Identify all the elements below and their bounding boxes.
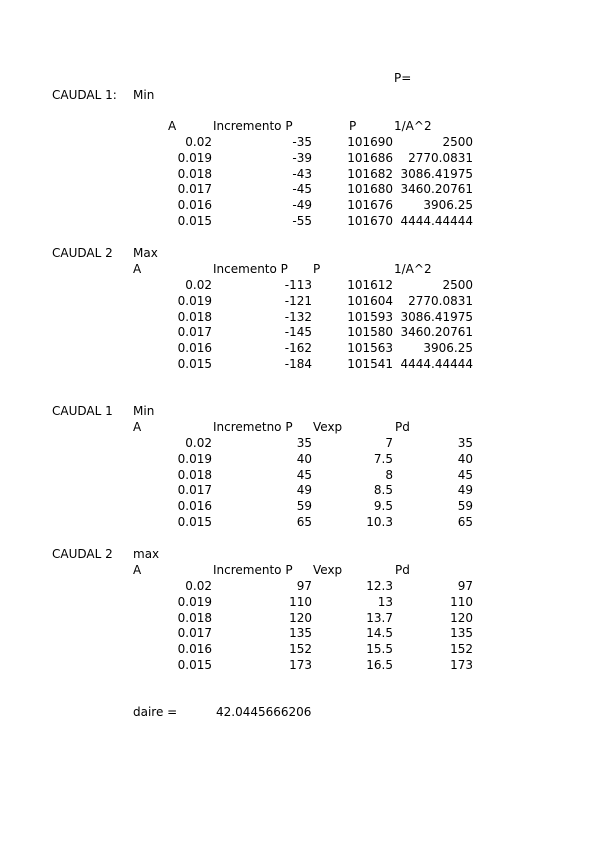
table-cell: 40 [296,451,312,466]
column-header: A [133,563,142,577]
table-cell: 59 [296,499,312,514]
table-cell: 0.016 [177,341,212,356]
table-cell: 10.3 [366,515,393,529]
table-cell: 2500 [442,278,473,292]
column-header: Pd [395,420,410,434]
table-cell: 2500 [442,135,473,149]
table-cell: 13.7 [366,610,393,625]
column-header: A [133,262,142,276]
table-cell: 101612 [347,278,393,292]
table-cell: 0.02 [185,135,212,149]
column-header: A [133,420,142,434]
table-cell: 0.017 [177,325,212,340]
table-cell: -35 [292,135,312,149]
table-cell: 15.5 [366,642,393,657]
column-header: 1/A^2 [394,119,432,133]
table-cell: 101580 [347,325,393,340]
column-header: P [313,262,321,276]
table-cell: 152 [450,642,473,657]
caudal-label: CAUDAL 2 [52,246,113,260]
table-cell: 7.5 [373,451,393,466]
table-cell: 13 [377,594,393,609]
table-cell: 8 [385,467,393,482]
column-header: 1/A^2 [394,262,432,276]
table-cell: 12.3 [366,579,393,593]
table-cell: 0.019 [177,150,212,165]
table-cell: 101690 [347,135,393,149]
table-cell: -184 [284,357,312,371]
table-cell: 3906.25 [423,341,473,356]
table-cell: 173 [450,658,473,672]
table-cell: 0.02 [185,436,212,450]
table-cell: 3460.20761 [400,182,473,197]
column-header: Incremento P [213,119,293,133]
column-header: Vexp [313,420,343,434]
table-cell: 0.019 [177,451,212,466]
table-cell: 0.015 [177,515,212,529]
table-cell: 8.5 [373,483,393,498]
table-cell: -121 [284,293,312,308]
caudal-label: CAUDAL 2 [52,547,113,561]
table-cell: 35 [457,436,473,450]
table-cell: 49 [296,483,312,498]
column-header: Vexp [313,563,343,577]
table-cell: 45 [296,467,312,482]
table-cell: 110 [450,594,473,609]
table-cell: 65 [296,515,312,529]
table-cell: 14.5 [366,626,393,641]
column-header: Incremento P [213,563,293,577]
table-cell: 0.018 [177,166,212,181]
table-cell: -162 [284,341,312,356]
column-header: A [168,119,177,133]
table-cell: 0.017 [177,626,212,641]
table-cell: -132 [284,309,312,324]
mode-label: Min [133,88,155,102]
table-cell: 0.017 [177,182,212,197]
table-cell: 0.015 [177,357,212,371]
mode-label: max [133,547,160,561]
daire-label: daire = [133,705,178,719]
table-cell: 16.5 [366,658,393,672]
table-cell: 0.016 [177,499,212,514]
table-cell: 9.5 [373,499,393,514]
table-cell: 97 [296,579,312,593]
table-cell: 45 [457,467,473,482]
mode-label: Min [133,404,155,418]
table-cell: 101676 [347,198,393,213]
table-cell: -113 [284,278,312,292]
table-cell: 7 [385,436,393,450]
p-equals-label: P= [394,71,412,85]
table-cell: -43 [292,166,312,181]
column-header: Incremetno P [213,420,293,434]
table-cell: 3460.20761 [400,325,473,340]
table-cell: -145 [284,325,312,340]
table-cell: 101670 [347,214,393,228]
table-cell: 0.02 [185,579,212,593]
table-cell: 2770.0831 [408,150,473,165]
table-cell: 101563 [347,341,393,356]
table-cell: 2770.0831 [408,293,473,308]
table-cell: 40 [457,451,473,466]
table-cell: 0.016 [177,642,212,657]
table-cell: 120 [289,610,312,625]
caudal-label: CAUDAL 1 [52,404,113,418]
table-cell: 0.018 [177,610,212,625]
daire-value: 42.0445666206 [216,705,312,719]
table-cell: 35 [296,436,312,450]
table-cell: 101593 [347,309,393,324]
table-cell: 135 [289,626,312,641]
table-cell: 3086.41975 [400,166,473,181]
mode-label: Max [133,246,158,260]
table-cell: 0.019 [177,293,212,308]
table-cell: 110 [289,594,312,609]
table-cell: 49 [457,483,473,498]
table-cell: 135 [450,626,473,641]
table-cell: 101682 [347,166,393,181]
table-cell: 3906.25 [423,198,473,213]
table-cell: 0.02 [185,278,212,292]
table-cell: 0.016 [177,198,212,213]
table-cell: 4444.44444 [400,357,473,371]
table-cell: 65 [457,515,473,529]
table-cell: 0.015 [177,214,212,228]
column-header: P [349,119,357,133]
caudal-label: CAUDAL 1: [52,88,117,102]
table-cell: 101541 [347,357,393,371]
table-cell: 101604 [347,293,393,308]
table-cell: 0.018 [177,309,212,324]
table-cell: 0.015 [177,658,212,672]
table-cell: -49 [292,198,312,213]
table-cell: -45 [292,182,312,197]
table-cell: 59 [457,499,473,514]
table-cell: 101686 [347,150,393,165]
table-cell: 152 [289,642,312,657]
column-header: Incemento P [213,262,288,276]
table-cell: -55 [292,214,312,228]
table-cell: 173 [289,658,312,672]
table-cell: 0.018 [177,467,212,482]
column-header: Pd [395,563,410,577]
table-cell: 0.017 [177,483,212,498]
table-cell: -39 [292,150,312,165]
table-cell: 97 [457,579,473,593]
table-cell: 120 [450,610,473,625]
table-cell: 3086.41975 [400,309,473,324]
table-cell: 0.019 [177,594,212,609]
table-cell: 101680 [347,182,393,197]
table-cell: 4444.44444 [400,214,473,228]
